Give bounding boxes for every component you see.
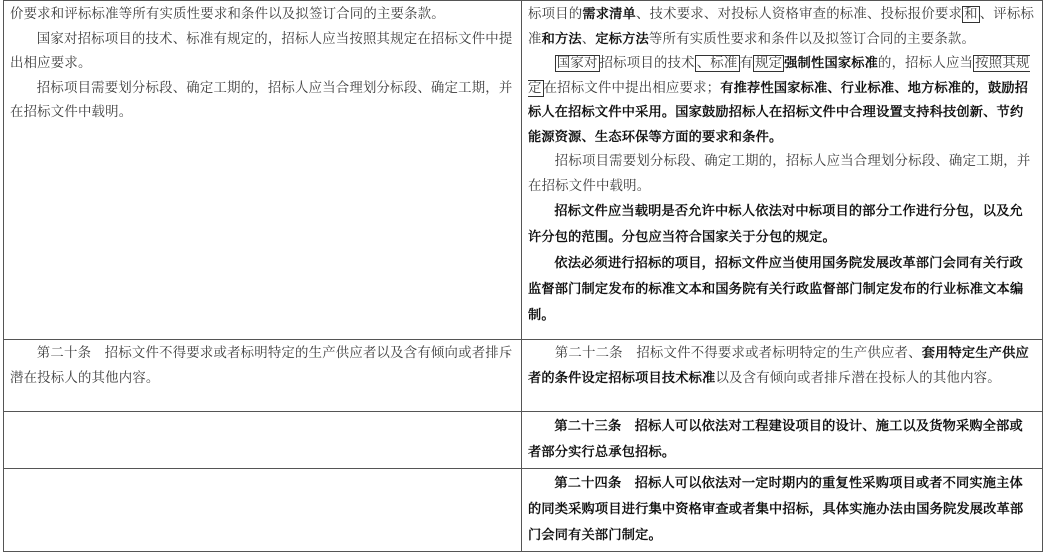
right-cell-revised: [522, 1, 1043, 340]
boxed-text: 、标准: [696, 56, 738, 71]
table-row: [4, 1, 1043, 340]
boxed-text: 按照其规定: [528, 56, 1030, 96]
right-paragraph-added: 第二十四条 招标人可以依法对一定时期内的重复性采购项目或者不同实施主体的同类采购项目进行集中资格审查或者集中招标，具体实施办法由国务院发展改革部门会同有关部门制定。: [528, 476, 1024, 543]
right-cell-article-22: [522, 340, 1043, 412]
text-span: 的，招标人应当: [878, 56, 974, 71]
right-paragraph: [528, 52, 1036, 150]
text-span: 标项目的: [528, 7, 583, 22]
added-text: 和方法: [541, 31, 582, 47]
boxed-text: 国家对: [556, 56, 598, 71]
added-text: 强制性国家标准: [784, 56, 878, 71]
added-text: 需求清单: [582, 7, 636, 22]
text-span: 、: [581, 31, 596, 47]
left-cell-empty: [4, 412, 522, 469]
right-paragraph: [528, 342, 1036, 391]
text-span: 等所有实质性要求和条件以及拟签订合同的主要条款。: [648, 31, 976, 47]
left-cell-empty: [4, 469, 522, 552]
table-row: [4, 412, 1043, 469]
right-cell-article-23: [522, 412, 1043, 469]
right-cell-article-24: [522, 469, 1043, 552]
boxed-text: 规定: [755, 56, 783, 71]
right-paragraph-added: 依法必须进行招标的项目，招标文件应当使用国务院发展改革部门会同有关行政监督部门制定发布的标准文本和国务院有关行政监督部门制定发布的行业标准文本编制。: [528, 256, 1024, 323]
added-text: 套用特定生产供应者的条件设定招标项目技术标准: [528, 346, 1029, 386]
text-span: 以及含有倾向或者排斥潜在投标人的其他内容。: [715, 370, 1001, 386]
comparison-table: [3, 0, 1043, 552]
right-paragraph-added: 第二十三条 招标人可以依法对工程建设项目的设计、施工以及货物采购全部或者部分实行总承包招标。: [528, 419, 1023, 460]
table-row: [4, 469, 1043, 552]
text-span: 有: [739, 56, 754, 71]
right-paragraph-added: 招标文件应当载明是否允许中标人依法对中标项目的部分工作进行分包，以及允许分包的范围。分包应当符合国家关于分包的规定。: [528, 204, 1023, 245]
left-paragraph: 第二十条 招标文件不得要求或者标明特定的生产供应者以及含有倾向或者排斥潜在投标人的其他内容。: [10, 346, 513, 386]
left-paragraph: 价要求和评标标准等所有实质性要求和条件以及拟签订合同的主要条款。: [10, 7, 445, 22]
left-cell-original: [4, 1, 522, 340]
text-span: 第二十二条 招标文件不得要求或者标明特定的生产供应者、: [554, 346, 922, 361]
added-text: 有推荐性国家标准、行业标准、地方标准的，鼓励招标人在招标文件中采用。国家鼓励招标人在招标文件中合理设置支持科技创新、节约能源资源、生态环保等方面的要求和条件。: [528, 80, 1029, 145]
left-paragraph: 招标项目需要划分标段、确定工期的，招标人应当合理划分标段、确定工期，并在招标文件中载明。: [10, 80, 513, 120]
table-row: [4, 340, 1043, 412]
right-paragraph: [528, 3, 1036, 52]
text-span: 、评标标准: [528, 7, 1035, 47]
text-span: 招标项目的技术: [599, 56, 695, 71]
added-text: 定标方法: [595, 31, 649, 47]
right-paragraph: 招标项目需要划分标段、确定工期的，招标人应当合理划分标段、确定工期，并在招标文件中载明。: [528, 154, 1031, 194]
boxed-text: 和: [964, 7, 978, 22]
left-cell-article-20: [4, 340, 522, 412]
text-span: 在招标文件中提出相应要求；: [543, 80, 721, 96]
text-span: 、技术要求、对投标人资格审查的标准、投标报价要求: [635, 7, 963, 22]
left-paragraph: 国家对招标项目的技术、标准有规定的，招标人应当按照其规定在招标文件中提出相应要求。: [10, 31, 513, 71]
